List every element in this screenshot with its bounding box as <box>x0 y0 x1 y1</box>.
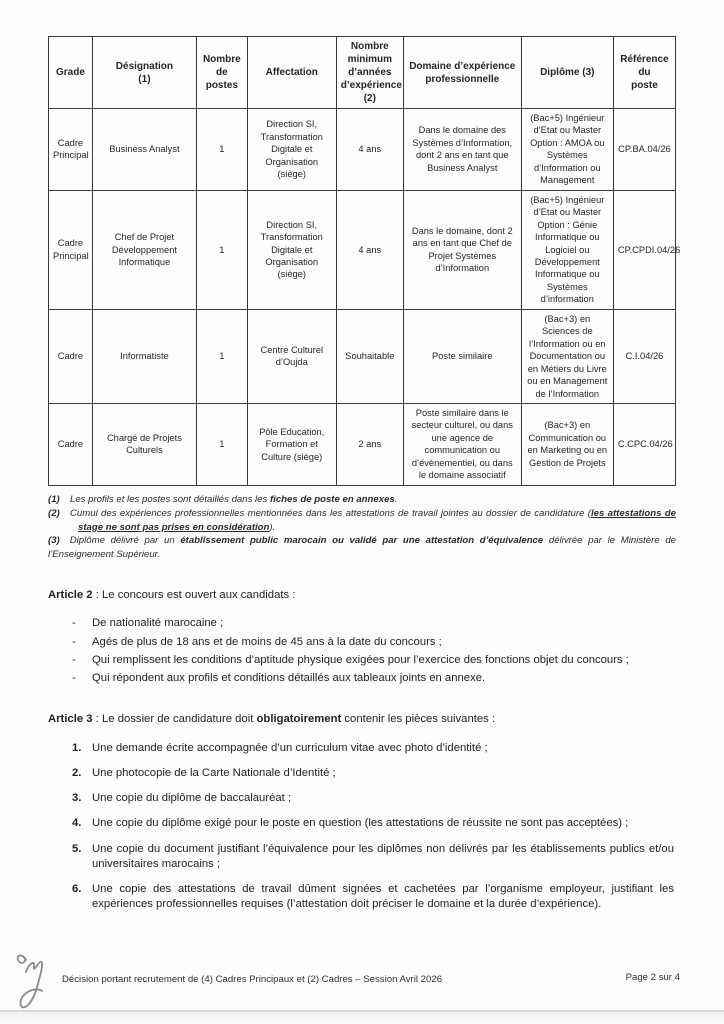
footnotes <box>48 493 676 563</box>
table-cell: Direction SI, Transformation Digitale et Organisation (siège) <box>247 190 336 309</box>
recruitment-table <box>48 36 681 486</box>
footer-document-title: Décision portant recrutement de (4) Cadres Principaux et (2) Cadres – Session Avril 2026 <box>62 974 443 985</box>
table-cell: Poste similaire dans le secteur culturel, ou dans une agence de communication ou d’évènementiel, ou dans le domaine associatif <box>403 403 521 485</box>
text-segment: : Le dossier de candidature doit <box>92 713 257 726</box>
article2-bullet <box>48 616 676 631</box>
table-cell: Pôle Education, Formation et Culture (siège) <box>247 403 336 485</box>
footnote-number: (2) <box>48 507 60 519</box>
footnote <box>48 534 676 562</box>
table-cell: CP.BA.04/26 <box>613 109 675 191</box>
item-text: Une demande écrite accompagnée d’un curriculum vitae avec photo d’identité ; <box>92 741 488 754</box>
table-cell: Chef de Projet Développement Informatique <box>92 190 196 309</box>
text-segment: : Le concours est ouvert aux candidats : <box>92 589 296 602</box>
table-cell: Souhaitable <box>336 309 403 403</box>
table-header-cell <box>521 37 613 109</box>
table-cell: (Bac+3) en Sciences de l’Information ou en Documentation ou en Métiers du Livre ou en Management de l’Information <box>521 309 613 403</box>
table-cell: Dans le domaine des Systèmes d’Information, dont 2 ans en tant que Business Analyst <box>403 109 521 191</box>
footnote <box>48 493 676 507</box>
article-3 <box>48 712 676 912</box>
table-cell: Business Analyst <box>92 109 196 191</box>
table-cell: CP.CPDI.04/26 <box>613 190 675 309</box>
table-row <box>49 190 676 309</box>
text-segment: Cumul des expériences professionnelles mentionnées dans les attestations de travail jointes au dossier de candidature ( <box>70 507 591 519</box>
table-cell: Poste similaire <box>403 309 521 403</box>
table-head <box>49 37 676 109</box>
table-cell: Cadre <box>49 403 93 485</box>
text-segment: Article 3 <box>48 713 93 726</box>
table-cell: 4 ans <box>336 109 403 191</box>
bullet-dash: - <box>72 672 76 685</box>
item-number: 3. <box>72 792 82 805</box>
item-number: 5. <box>72 842 82 855</box>
footnote-number: (1) <box>48 493 60 505</box>
bullet-text: Qui répondent aux profils et conditions détaillés aux tableaux joints en annexe. <box>92 672 486 685</box>
text-segment: contenir les pièces suivantes : <box>341 713 496 726</box>
item-number: 1. <box>72 741 82 754</box>
header-line: minimum <box>347 54 393 65</box>
text-segment: Les profils et les postes sont détaillés dans les <box>70 493 270 505</box>
header-line: Diplôme (3) <box>540 67 595 78</box>
page-footer <box>48 968 680 985</box>
table-cell: Centre Culturel d’Oujda <box>247 309 336 403</box>
article3-item <box>48 842 676 873</box>
article-2 <box>48 588 676 686</box>
bullet-dash: - <box>72 635 76 648</box>
table-header-cell <box>403 37 521 109</box>
article2-heading <box>48 588 676 603</box>
article2-bullet-list <box>48 616 676 686</box>
article3-item <box>48 882 676 913</box>
table-body <box>49 109 681 486</box>
table-header-cell <box>92 37 196 109</box>
header-line: Référence du <box>620 54 669 78</box>
table-cell: C.CPC.04/26 <box>613 403 675 485</box>
table-header-cell <box>613 37 675 109</box>
table-cell: 1 <box>196 309 247 403</box>
text-segment: les attestations de stage ne sont pas prises en considération <box>78 507 676 533</box>
table-row <box>49 109 676 191</box>
table-cell: (Bac+3) en Communication ou en Marketing ou en Gestion de Projets <box>521 403 613 485</box>
text-segment: délivrée par le Ministère de l’Enseignement Supérieur. <box>48 535 676 561</box>
table-cell: 1 <box>196 403 247 485</box>
header-line: d’expérience <box>340 80 402 91</box>
header-line: d’années <box>348 67 392 78</box>
header-line: Grade <box>55 67 85 78</box>
item-text: Une photocopie de la Carte Nationale d’Identité ; <box>92 766 336 779</box>
table-cell: Informatiste <box>92 309 196 403</box>
table-cell: Dans le domaine, dont 2 ans en tant que Chef de Projet Systèmes d’Information <box>403 190 521 309</box>
article2-bullet <box>48 653 676 668</box>
article3-item <box>48 741 676 756</box>
item-number: 4. <box>72 817 82 830</box>
table-cell: (Bac+5) Ingénieur d’Etat ou Master Option : Génie Informatique ou Logiciel ou Développement Informatique ou Systèmes d’information <box>521 190 613 309</box>
header-line: (2) <box>363 93 376 104</box>
text-segment: . <box>394 493 398 505</box>
text-segment: fiches de poste en annexes <box>269 493 395 505</box>
article2-bullet <box>48 671 676 686</box>
header-line: Affectation <box>265 67 318 78</box>
bullet-dash: - <box>72 653 76 666</box>
header-line: poste <box>631 80 658 91</box>
footnote <box>48 507 676 535</box>
table-cell: 4 ans <box>336 190 403 309</box>
table-cell: Cadre Principal <box>49 190 93 309</box>
article3-item-list <box>48 741 676 913</box>
text-segment: Article 2 <box>48 589 93 602</box>
header-line: Nombre <box>202 54 241 65</box>
table-row <box>49 309 676 403</box>
item-text: Une copie du document justifiant l’équivalence pour les diplômes non délivrés par les établissements publics et/ou universitaires marocains ; <box>92 842 674 870</box>
table-cell: Cadre Principal <box>49 109 93 191</box>
table-cell: 2 ans <box>336 403 403 485</box>
header-line: Désignation <box>115 60 174 72</box>
table-cell: 1 <box>196 109 247 191</box>
article3-heading <box>48 712 676 727</box>
article3-item <box>48 816 676 831</box>
table-cell: (Bac+5) Ingénieur d’Etat ou Master Option : AMOA ou Systèmes d’Information ou Management <box>521 109 613 191</box>
bullet-dash: - <box>72 617 76 630</box>
footnote-number: (3) <box>48 535 60 547</box>
table-cell: Direction SI, Transformation Digitale et Organisation (siège) <box>247 109 336 191</box>
bullet-text: Agés de plus de 18 ans et de moins de 45 ans à la date du concours ; <box>92 635 442 648</box>
bullet-text: Qui remplissent les conditions d’aptitude physique exigées pour l’exercice des fonctions objet du concours ; <box>92 653 629 666</box>
text-segment: Diplôme délivré par un <box>69 535 181 547</box>
table-header-cell <box>247 37 336 109</box>
header-line: professionnelle <box>425 73 500 85</box>
table-cell: C.I.04/26 <box>613 309 675 403</box>
table-cell: Chargé de Projets Culturels <box>92 403 196 485</box>
header-line: de postes <box>205 67 238 91</box>
article2-bullet <box>48 635 676 650</box>
item-text: Une copie du diplôme de baccalauréat ; <box>92 792 292 805</box>
bullet-text: De nationalité marocaine ; <box>92 617 224 630</box>
header-line: Domaine d’expérience <box>409 60 516 72</box>
text-segment: établissement public marocain ou validé par une attestation d’équivalence <box>180 535 544 547</box>
article3-item <box>48 766 676 781</box>
table-header-cell <box>336 37 403 109</box>
item-text: Une copie du diplôme exigé pour le poste en question (les attestations de réussite ne sont pas acceptées) ; <box>92 817 629 830</box>
page-number: Page 2 sur 4 <box>625 972 680 983</box>
header-line: (1) <box>138 73 151 85</box>
table-header-cell <box>196 37 247 109</box>
item-number: 2. <box>72 766 82 779</box>
text-segment: ). <box>269 521 276 533</box>
table-cell: Cadre <box>49 309 93 403</box>
article3-item <box>48 791 676 806</box>
table-cell: 1 <box>196 190 247 309</box>
header-line: Nombre <box>350 41 389 52</box>
scan-page-edge <box>0 1010 724 1024</box>
item-number: 6. <box>72 883 82 896</box>
item-text: Une copie des attestations de travail dûment signées et cachetées par l’organisme employeur, justifiant les expériences professionnelles requises (l’attestation doit préciser le domaine et la durée d’expérience). <box>92 883 674 911</box>
table-header-cell <box>49 37 93 109</box>
table-header-row <box>49 37 676 109</box>
text-segment: obligatoirement <box>256 713 342 726</box>
table-row <box>49 403 676 485</box>
